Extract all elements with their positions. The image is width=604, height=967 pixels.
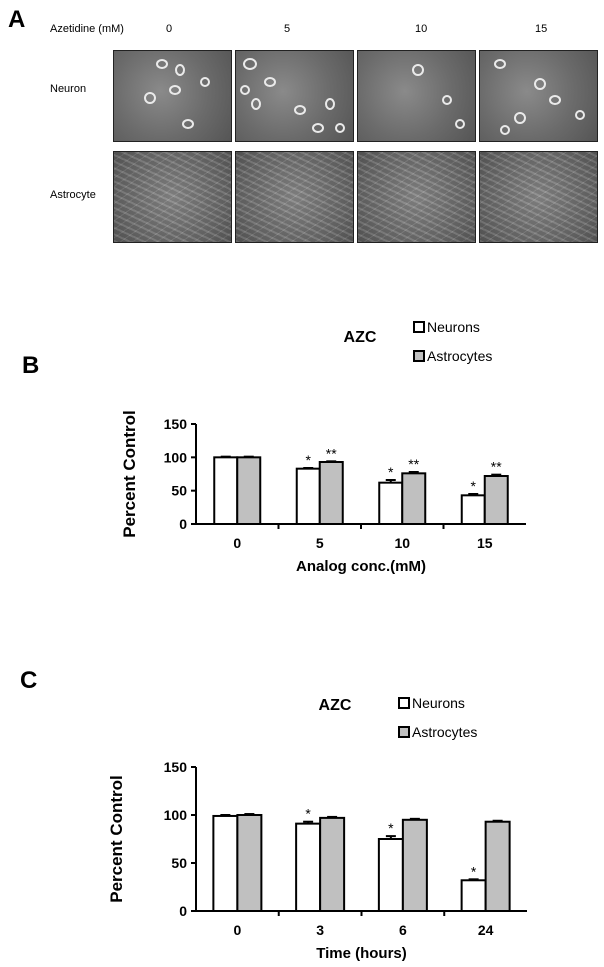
chart-b-bar-neurons-5 — [297, 469, 320, 524]
chart-b-bar-neurons-15 — [462, 495, 485, 524]
chart-b-bar-astrocytes-10 — [402, 473, 425, 524]
column-label-0: 0 — [166, 23, 173, 35]
chart-b-x-tick-label-1: 5 — [315, 535, 324, 551]
row-label-neuron: Neuron — [50, 83, 87, 95]
neuron-cells-overlay — [0, 0, 604, 250]
chart-c-legend-swatch-0 — [399, 698, 409, 708]
column-label-5: 5 — [284, 23, 291, 35]
chart-c-significance-neurons-3: * — [305, 805, 311, 822]
chart-c-legend-label-0: Neurons — [412, 695, 465, 711]
chart-b-y-tick-label-1: 50 — [171, 482, 187, 499]
chart-c-x-axis-label: Time (hours) — [316, 945, 407, 962]
neuron-cell-rings — [145, 59, 584, 134]
chart-c-legend-label-1: Astrocytes — [412, 724, 478, 740]
chart-c-x-tick-label-2: 6 — [398, 922, 407, 938]
chart-b-x-axis-label: Analog conc.(mM) — [296, 558, 426, 575]
chart-b-svg — [0, 300, 604, 600]
chart-c-x-tick-label-1: 3 — [316, 922, 325, 938]
chart-c-y-tick-label-2: 100 — [163, 807, 187, 823]
chart-c-bar-astrocytes-3 — [320, 818, 344, 911]
chart-c-bar-neurons-24 — [462, 880, 486, 911]
chart-c-x-tick-label-3: 24 — [477, 922, 494, 938]
chart-c-svg — [0, 670, 604, 967]
chart-b-bar-astrocytes-5 — [320, 462, 343, 524]
azetidine-header: Azetidine (mM) — [50, 23, 124, 35]
panel-b-letter: B — [22, 352, 40, 379]
chart-b-y-tick-label-0: 0 — [179, 516, 187, 532]
chart-c-x-tick-label-0: 0 — [233, 922, 242, 938]
chart-c-bar-neurons-6 — [379, 839, 403, 911]
chart-b-y-axis-label: Percent Control — [120, 410, 139, 538]
chart-b-bar-astrocytes-0 — [237, 457, 260, 524]
chart-b-legend-label-1: Astrocytes — [427, 348, 493, 364]
chart-c-bar-astrocytes-24 — [486, 822, 510, 911]
chart-c-y-axis-label: Percent Control — [107, 775, 126, 903]
panel-a-letter: A — [8, 6, 26, 33]
chart-b-x-tick-label-3: 15 — [476, 535, 493, 551]
chart-b-significance-neurons-15: * — [470, 478, 476, 494]
chart-b-x-tick-label-0: 0 — [233, 535, 242, 551]
chart-b-title: AZC — [343, 329, 377, 346]
chart-c-y-tick-label-1: 50 — [171, 855, 187, 871]
panel-c-letter: C — [20, 667, 38, 694]
chart-c-title: AZC — [318, 697, 352, 714]
chart-b-legend-label-0: Neurons — [427, 319, 480, 335]
chart-b-bar-astrocytes-15 — [485, 476, 508, 524]
row-label-astrocyte: Astrocyte — [50, 189, 96, 201]
chart-c-bar-astrocytes-6 — [403, 820, 427, 911]
chart-c-bar-neurons-3 — [296, 824, 320, 911]
chart-b-significance-astrocytes-5: ** — [325, 445, 337, 462]
chart-b-y-tick-label-3: 150 — [163, 416, 187, 432]
chart-c-bar-astrocytes-0 — [237, 815, 261, 911]
chart-b-x-tick-label-2: 10 — [394, 535, 411, 551]
chart-b-significance-neurons-10: * — [388, 464, 394, 480]
chart-b-bar-neurons-10 — [379, 483, 402, 524]
chart-b-significance-astrocytes-15: ** — [490, 458, 502, 475]
chart-c-y-tick-label-0: 0 — [179, 903, 187, 919]
chart-b-significance-astrocytes-10: ** — [408, 456, 420, 472]
chart-b-significance-neurons-5: * — [305, 452, 311, 468]
chart-c-legend-swatch-1 — [399, 727, 409, 737]
chart-c-significance-neurons-6: * — [388, 820, 394, 837]
chart-c-bar-neurons-0 — [213, 816, 237, 911]
column-label-10: 10 — [415, 23, 428, 35]
chart-c-y-tick-label-3: 150 — [163, 759, 187, 775]
chart-c-significance-neurons-24: * — [470, 863, 477, 880]
chart-b-y-tick-label-2: 100 — [163, 449, 187, 466]
chart-b-legend-swatch-1 — [414, 351, 424, 361]
chart-b-legend-swatch-0 — [414, 322, 424, 332]
column-label-15: 15 — [535, 23, 548, 35]
chart-b-bar-neurons-0 — [214, 457, 237, 524]
